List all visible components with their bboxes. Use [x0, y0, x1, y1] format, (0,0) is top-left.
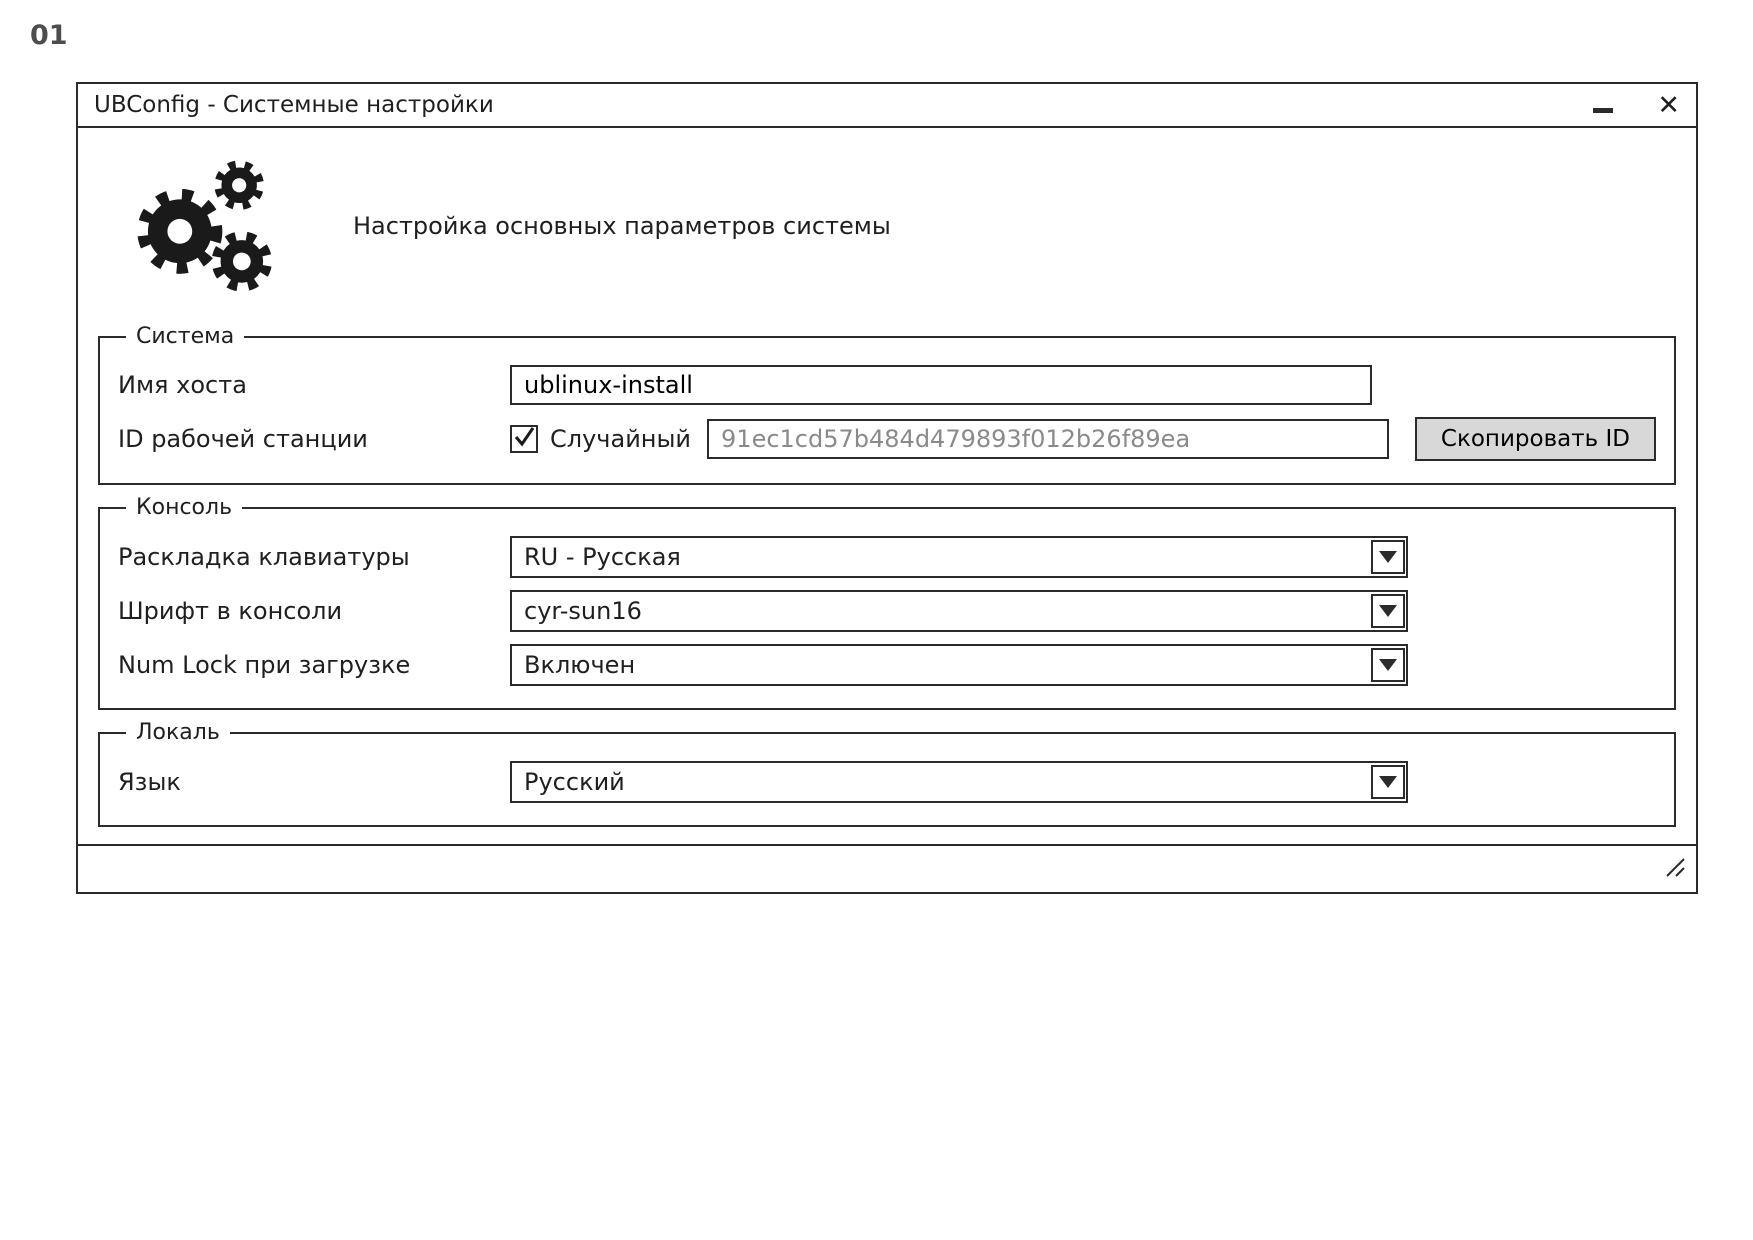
- keyboard-layout-dropdown-button[interactable]: [1371, 540, 1405, 574]
- keyboard-layout-label: Раскладка клавиатуры: [118, 543, 410, 571]
- window-titlebar: [78, 84, 1696, 128]
- numlock-row: [118, 644, 1656, 686]
- chevron-down-icon: [1379, 605, 1397, 617]
- language-select[interactable]: [510, 761, 1408, 803]
- hostname-row: [118, 365, 1656, 405]
- check-icon: [512, 425, 536, 449]
- numlock-value: Включен: [524, 651, 636, 679]
- random-id-checkbox[interactable]: [510, 425, 538, 453]
- language-value: Русский: [524, 768, 625, 796]
- group-locale-legend: Локаль: [136, 720, 220, 745]
- minimize-button[interactable]: [1593, 98, 1613, 113]
- window-title: UBConfig - Системные настройки: [94, 92, 494, 118]
- chevron-down-icon: [1379, 551, 1397, 563]
- resize-grip-icon: [1664, 856, 1686, 878]
- keyboard-layout-row: [118, 536, 1656, 578]
- resize-grip[interactable]: [1664, 856, 1686, 882]
- status-bar: [78, 844, 1696, 892]
- group-locale: [98, 720, 1676, 827]
- gears-icon: [132, 151, 287, 301]
- numlock-dropdown-button[interactable]: [1371, 648, 1405, 682]
- keyboard-layout-select[interactable]: [510, 536, 1408, 578]
- console-font-select[interactable]: [510, 590, 1408, 632]
- random-id-checkbox-label: Случайный: [550, 425, 692, 453]
- page-number: 01: [30, 20, 68, 51]
- workstation-id-label: ID рабочей станции: [118, 425, 368, 453]
- console-font-value: cyr-sun16: [524, 597, 642, 625]
- language-dropdown-button[interactable]: [1371, 765, 1405, 799]
- header-description: Настройка основных параметров системы: [353, 212, 891, 240]
- copy-id-button[interactable]: Скопировать ID: [1415, 417, 1656, 461]
- numlock-label: Num Lock при загрузке: [118, 651, 411, 679]
- header-row: [98, 128, 1676, 324]
- group-console: [98, 495, 1676, 710]
- window-content: [78, 128, 1696, 837]
- group-system-legend: Система: [136, 324, 235, 349]
- group-system: [98, 324, 1676, 485]
- keyboard-layout-value: RU - Русская: [524, 543, 681, 571]
- hostname-label: Имя хоста: [118, 371, 247, 399]
- numlock-select[interactable]: [510, 644, 1408, 686]
- chevron-down-icon: [1379, 659, 1397, 671]
- workstation-id-input: [707, 419, 1389, 459]
- close-button[interactable]: [1657, 89, 1680, 121]
- minimize-icon: [1593, 108, 1613, 113]
- language-row: [118, 761, 1656, 803]
- close-icon: ✕: [1657, 89, 1680, 121]
- console-font-dropdown-button[interactable]: [1371, 594, 1405, 628]
- hostname-input[interactable]: [510, 365, 1372, 405]
- console-font-row: [118, 590, 1656, 632]
- console-font-label: Шрифт в консоли: [118, 597, 343, 625]
- group-console-legend: Консоль: [136, 495, 233, 520]
- workstation-id-row: [118, 417, 1656, 461]
- language-label: Язык: [118, 768, 181, 796]
- chevron-down-icon: [1379, 776, 1397, 788]
- ubconfig-window: [76, 82, 1698, 894]
